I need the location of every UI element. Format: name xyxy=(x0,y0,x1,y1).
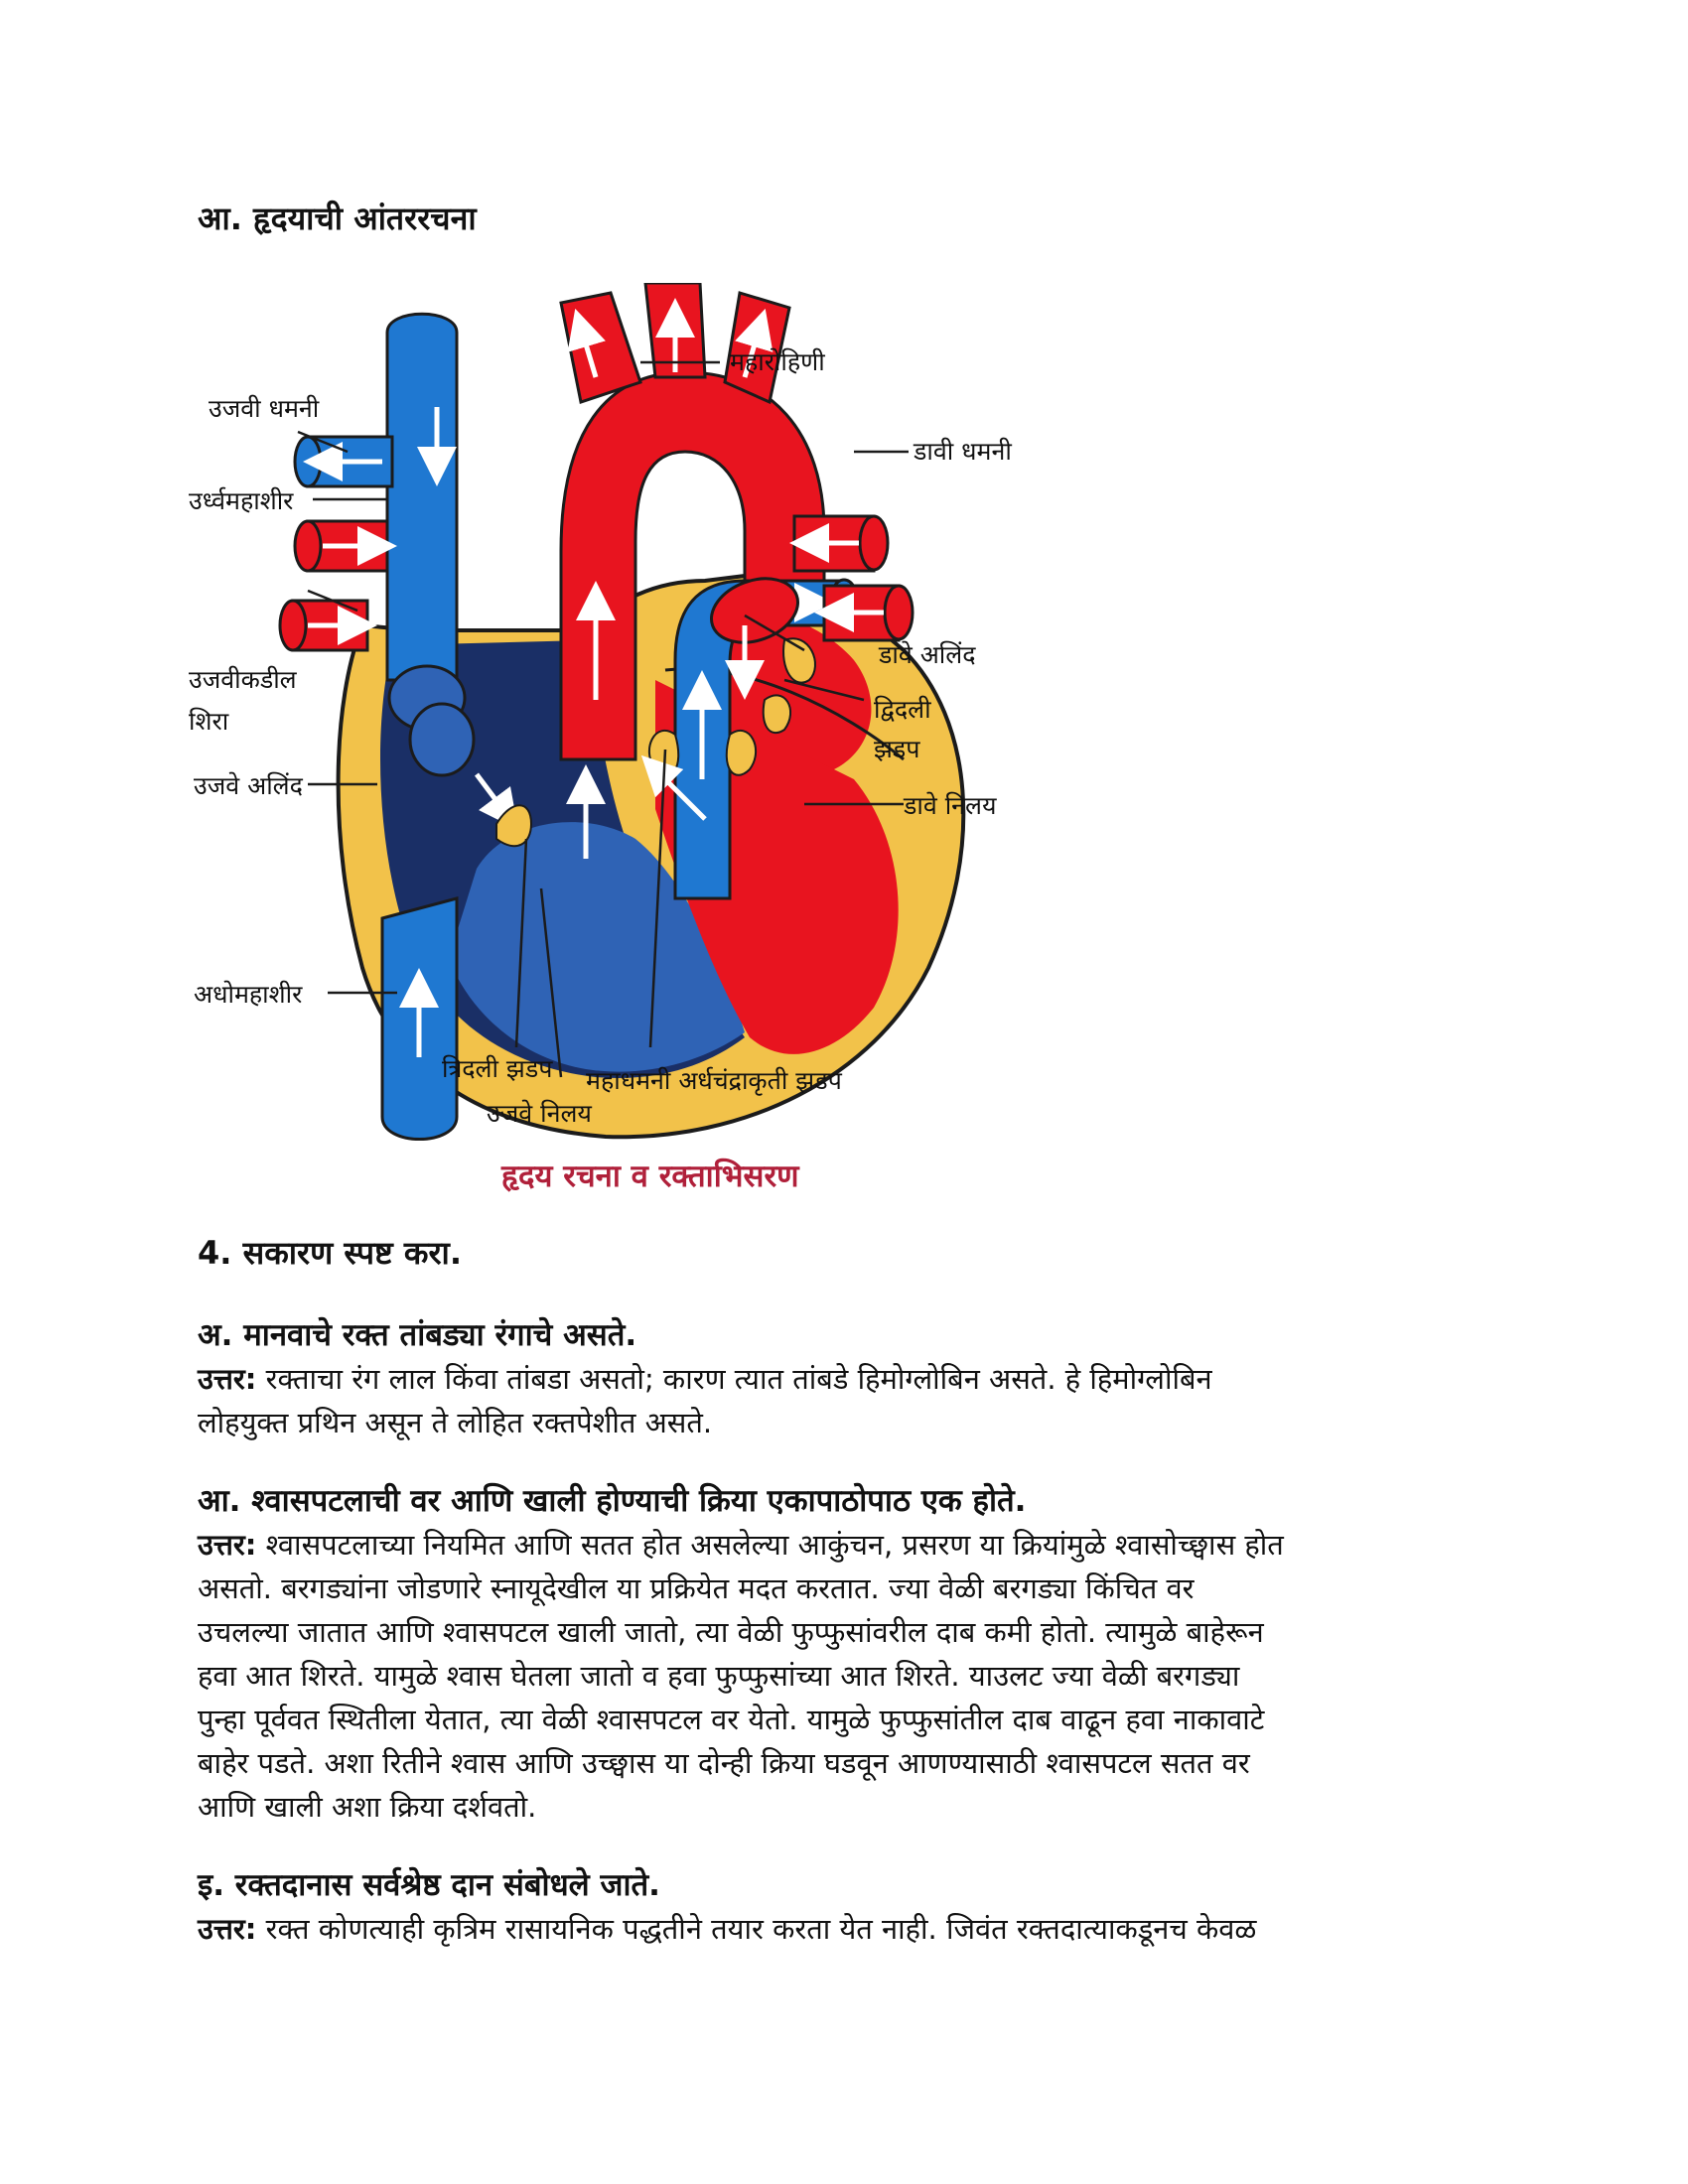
answer-aa-line-1: श्वासपटलाच्या नियमित आणि सतत होत असलेल्या आकुंचन, प्रसरण या क्रियांमुळे श्वासोच्छ्वास होत xyxy=(265,1528,1284,1562)
answer-e-label: उत्तर: xyxy=(198,1912,257,1946)
label-superior-vena-cava: उर्ध्वमहाशीर xyxy=(189,486,294,515)
heart-diagram-svg xyxy=(189,283,1053,1201)
semilunar-valve-right xyxy=(727,731,756,775)
pulmonary-valve-left xyxy=(764,695,790,733)
diagram-caption: हृदय रचना व रक्ताभिसरण xyxy=(501,1159,799,1194)
rpv-lower-end xyxy=(280,601,306,650)
answer-aa-line-2: असतो. बरगड्यांना जोडणारे स्नायूदेखील या प्रक्रियेत मदत करतात. ज्या वेळी बरगड्या किंचित वर xyxy=(198,1571,1195,1605)
label-left-ventricle: डावे निलय xyxy=(904,791,997,820)
answer-aa-line-3: उचलल्या जातात आणि श्वासपटल खाली जातो, त्या वेळी फुप्फुसांवरील दाब कमी होतो. त्यामुळे बाहेरून xyxy=(198,1615,1264,1649)
label-left-artery: डावी धमनी xyxy=(914,437,1012,466)
question-e: इ. रक्तदानास सर्वश्रेष्ठ दान संबोधले जाते. xyxy=(198,1867,660,1903)
answer-e xyxy=(198,1907,1498,1951)
label-aorta: महारोहिणी xyxy=(730,347,825,376)
answer-a xyxy=(198,1357,1498,1444)
label-right-vein-2: शिरा xyxy=(189,707,229,736)
answer-aa-line-6: बाहेर पडते. अशा रितीने श्वास आणि उच्छ्वास या दोन्ही क्रिया घडवून आणण्यासाठी श्वासपटल सतत वर xyxy=(198,1746,1250,1780)
label-bicuspid-1: द्विदली xyxy=(874,695,931,724)
answer-aa-line-5: पुन्हा पूर्ववत स्थितीला येतात, त्या वेळी श्वासपटल वर येतो. यामुळे फुप्फुसांतील दाब वाढून हवा नाकावाटे xyxy=(198,1703,1265,1736)
label-inferior-vena-cava: अधोमहाशीर xyxy=(194,980,303,1009)
label-right-vein-1: उजवीकडील xyxy=(189,665,297,694)
aorta-branch-1 xyxy=(561,293,640,402)
question-a: अ. मानवाचे रक्त तांबड्या रंगाचे असते. xyxy=(198,1317,637,1353)
answer-a-label: उत्तर: xyxy=(198,1362,257,1396)
section-4-title: 4. सकारण स्पष्ट करा. xyxy=(198,1234,462,1272)
question-aa: आ. श्वासपटलाची वर आणि खाली होण्याची क्रिया एकापाठोपाठ एक होते. xyxy=(198,1483,1027,1519)
answer-aa-label: उत्तर: xyxy=(198,1528,257,1562)
right-atrium-opening xyxy=(410,704,474,775)
superior-vena-cava xyxy=(387,314,457,680)
label-tricuspid: त्रिदली झडप xyxy=(442,1054,553,1083)
label-right-artery: उजवी धमनी xyxy=(209,394,320,423)
label-left-atrium: डावे अलिंद xyxy=(879,640,976,669)
label-bicuspid-2: झडप xyxy=(874,735,920,763)
answer-e-line-1: रक्त कोणत्याही कृत्रिम रासायनिक पद्धतीने तयार करता येत नाही. जिवंत रक्तदात्याकडूनच केवळ xyxy=(265,1912,1257,1946)
label-right-atrium: उजवे अलिंद xyxy=(194,771,303,800)
answer-a-line-1: रक्ताचा रंग लाल किंवा तांबडा असतो; कारण त्यात तांबडे हिमोग्लोबिन असते. हे हिमोग्लोबिन xyxy=(265,1362,1212,1396)
right-pulmonary-artery-end xyxy=(295,437,321,486)
lpv-upper-end xyxy=(860,516,888,570)
answer-aa xyxy=(198,1523,1498,1829)
answer-aa-line-7: आणि खाली अशा क्रिया दर्शवतो. xyxy=(198,1790,537,1824)
label-right-ventricle: उजवे निलय xyxy=(487,1099,592,1128)
heart-diagram xyxy=(189,283,1053,1201)
answer-a-line-2: लोहयुक्त प्रथिन असून ते लोहित रक्तपेशीत असते. xyxy=(198,1406,713,1439)
label-semilunar: महाधमनी अर्धचंद्राकृती झडप xyxy=(586,1066,842,1095)
section-title-heart-structure: आ. हृदयाची आंतररचना xyxy=(198,200,477,237)
rpv-upper-end xyxy=(295,521,321,571)
answer-aa-line-4: हवा आत शिरते. यामुळे श्वास घेतला जातो व हवा फुप्फुसांच्या आत शिरते. याउलट ज्या वेळी बरगड्या xyxy=(198,1659,1240,1693)
lpv-lower-end xyxy=(885,586,913,639)
